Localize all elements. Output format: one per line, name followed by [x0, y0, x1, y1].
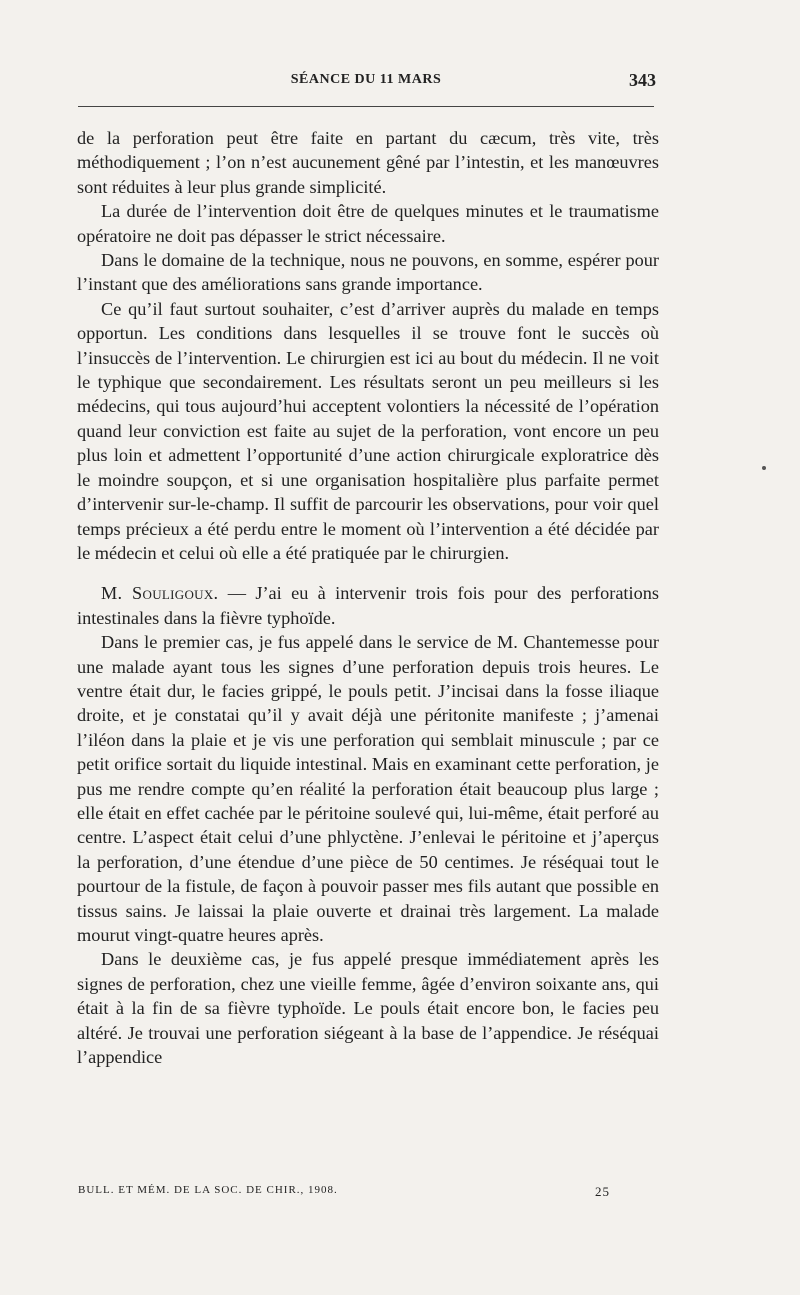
body-text: [77, 126, 659, 1069]
footer-signature: 25: [595, 1184, 610, 1199]
header-title: SÉANCE DU 11 MARS: [290, 72, 442, 87]
scan-speck: [762, 466, 766, 470]
paragraph: Dans le deuxième cas, je fus appelé presque immédiatement après les signes de perforation, chez une vieille femme, âgée d’environ soixante ans, qui était à la fin de sa fièvre typhoïde. Le pouls était encore bon, le facies peu altéré. Je trouvai une perforation siégeant à la base de l’appendice. Je réséquai l’appendice: [77, 949, 659, 1068]
speaker-text: — J’ai eu à intervenir trois fois pour des perforations intestinales dans la fièvre typhoïde.: [77, 583, 659, 628]
running-header: [76, 72, 656, 94]
paragraph-continuation: de la perforation peut être faite en partant du cæcum, très vite, très méthodiquement ; l’on n’est aucunement gêné par l’intestin, et les manœuvres sont réduites à leur plus grande simplicité.: [77, 128, 659, 197]
footer-citation: BULL. ET MÉM. DE LA SOC. DE CHIR., 1908.: [78, 1184, 338, 1196]
header-rule: [78, 106, 654, 107]
page-number: 343: [629, 70, 656, 90]
paragraph: La durée de l’intervention doit être de quelques minutes et le traumatisme opératoire ne doit pas dépasser le strict nécessaire.: [77, 201, 659, 246]
speaker-name: M. Souligoux.: [101, 583, 219, 604]
paragraph: Dans le domaine de la technique, nous ne pouvons, en somme, espérer pour l’instant que des améliorations sans grande importance.: [77, 250, 659, 295]
paragraph: Ce qu’il faut surtout souhaiter, c’est d’arriver auprès du malade en temps opportun. Les conditions dans lesquelles il se trouve font le succès où l’insuccès de l’intervention. Le chirurgien est ici au bout du médecin. Il ne voit le typhique que secondairement. Les résultats seront un peu meilleurs si les médecins, qui tous aujourd’hui acceptent volontiers la nécessité de l’opération quand leur conviction est faite au sujet de la perforation, vont encore un peu plus loin et admettent l’opportunité d’une action chirurgicale exploratrice dès le moindre soupçon, et si une organisation hospitalière plus parfaite permet d’intervenir sur-le-champ. Il suffit de parcourir les observations, pour voir quel temps précieux a été perdu entre le moment où l’intervention a été décidée par le médecin et celui où elle a été pratiquée par le chirurgien.: [77, 298, 659, 563]
paragraph: Dans le premier cas, je fus appelé dans le service de M. Chantemesse pour une malade ayant tous les signes d’une perforation depuis trois heures. Le ventre était dur, le facies grippé, le pouls petit. J’incisai dans la fosse iliaque droite, et je constatai qu’il y avait déjà une péritonite manifeste ; j’amenai l’iléon dans la plaie et je vis une perforation qui semblait minuscule ; par ce petit orifice sortait du liquide intestinal. Mais en examinant cette perforation, je pus me rendre compte qu’en réalité la perforation était beaucoup plus large ; elle était en effet cachée par le péritoine soulevé qui, lui-même, était perforé au centre. L’aspect était celui d’une phlyctène. J’enlevai le péritoine et j’aperçus la perforation, d’une étendue d’une pièce de 50 centimes. Je réséquai tout le pourtour de la fistule, de façon à pouvoir passer mes fils autant que possible en tissus sains. Je laissai la plaie ouverte et drainai très largement. La malade mourut vingt-quatre heures après.: [77, 632, 659, 945]
speaker-paragraph: [77, 581, 659, 630]
